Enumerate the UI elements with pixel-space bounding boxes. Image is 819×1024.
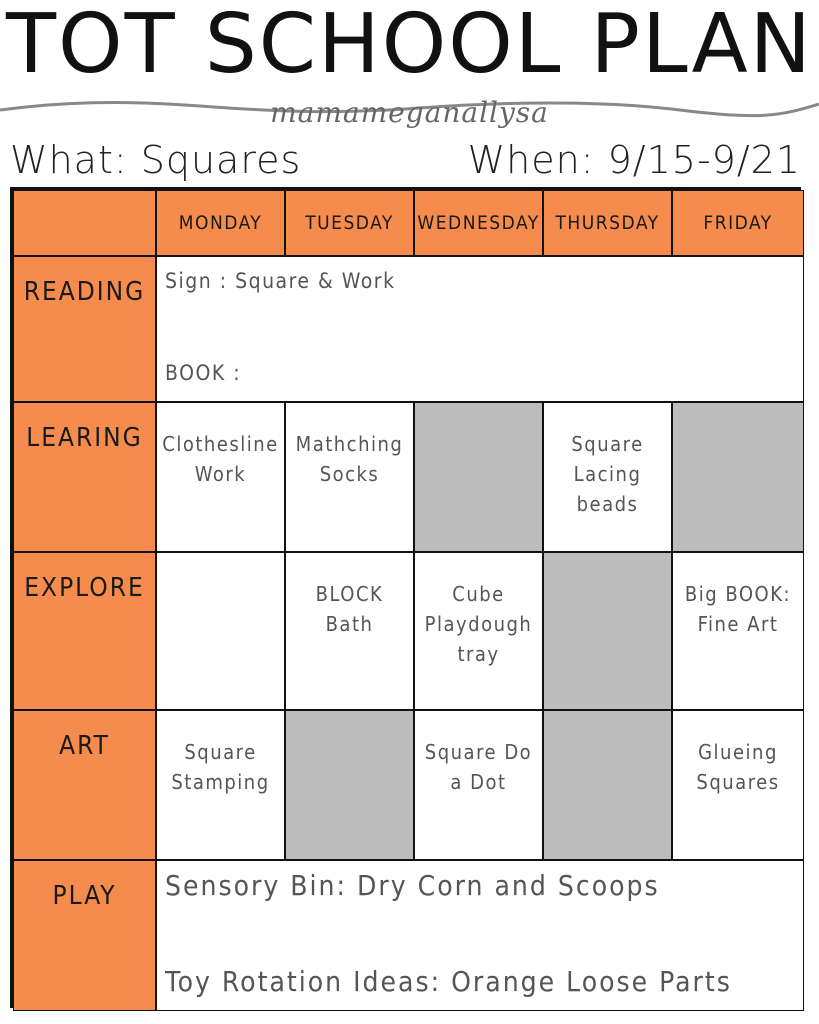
day-header-tuesday: TUESDAY: [285, 190, 414, 256]
day-header-wednesday: WEDNESDAY: [414, 190, 543, 256]
learning-friday: [672, 402, 804, 552]
art-friday: Glueing Squares: [672, 710, 804, 860]
explore-wednesday: Cube Playdough tray: [414, 552, 543, 710]
page-title: TOT SCHOOL PLAN: [5, 0, 814, 92]
weekly-plan-table: [10, 187, 801, 1008]
date-range-label: When: 9/15-9/21: [467, 138, 801, 182]
row-label-explore: EXPLORE: [13, 552, 156, 710]
reading-sign: Sign : Square & Work: [165, 269, 396, 293]
day-header-monday: MONDAY: [156, 190, 285, 256]
play-cell: [156, 860, 804, 1011]
explore-friday: Big BOOK: Fine Art: [672, 552, 804, 710]
explore-monday: [156, 552, 285, 710]
explore-thursday: [543, 552, 672, 710]
art-wednesday: Square Do a Dot: [414, 710, 543, 860]
reading-cell: [156, 256, 804, 402]
day-header-friday: FRIDAY: [672, 190, 804, 256]
learning-tuesday: Mathching Socks: [285, 402, 414, 552]
explore-tuesday: BLOCK Bath: [285, 552, 414, 710]
row-label-learning: LEARING: [13, 402, 156, 552]
reading-book: BOOK :: [165, 361, 242, 385]
corner-cell: [13, 190, 156, 256]
row-label-art: ART: [13, 710, 156, 860]
topic-label: What: Squares: [10, 138, 302, 182]
art-thursday: [543, 710, 672, 860]
day-header-thursday: THURSDAY: [543, 190, 672, 256]
learning-wednesday: [414, 402, 543, 552]
row-label-play: PLAY: [13, 860, 156, 1011]
art-tuesday: [285, 710, 414, 860]
art-monday: Square Stamping: [156, 710, 285, 860]
play-toy-rotation: Toy Rotation Ideas: Orange Loose Parts: [165, 965, 732, 998]
learning-thursday: Square Lacing beads: [543, 402, 672, 552]
play-sensory-bin: Sensory Bin: Dry Corn and Scoops: [165, 869, 660, 902]
row-label-reading: READING: [13, 256, 156, 402]
brand-signature: mamameganallysa: [270, 96, 549, 129]
learning-monday: Clothesline Work: [156, 402, 285, 552]
